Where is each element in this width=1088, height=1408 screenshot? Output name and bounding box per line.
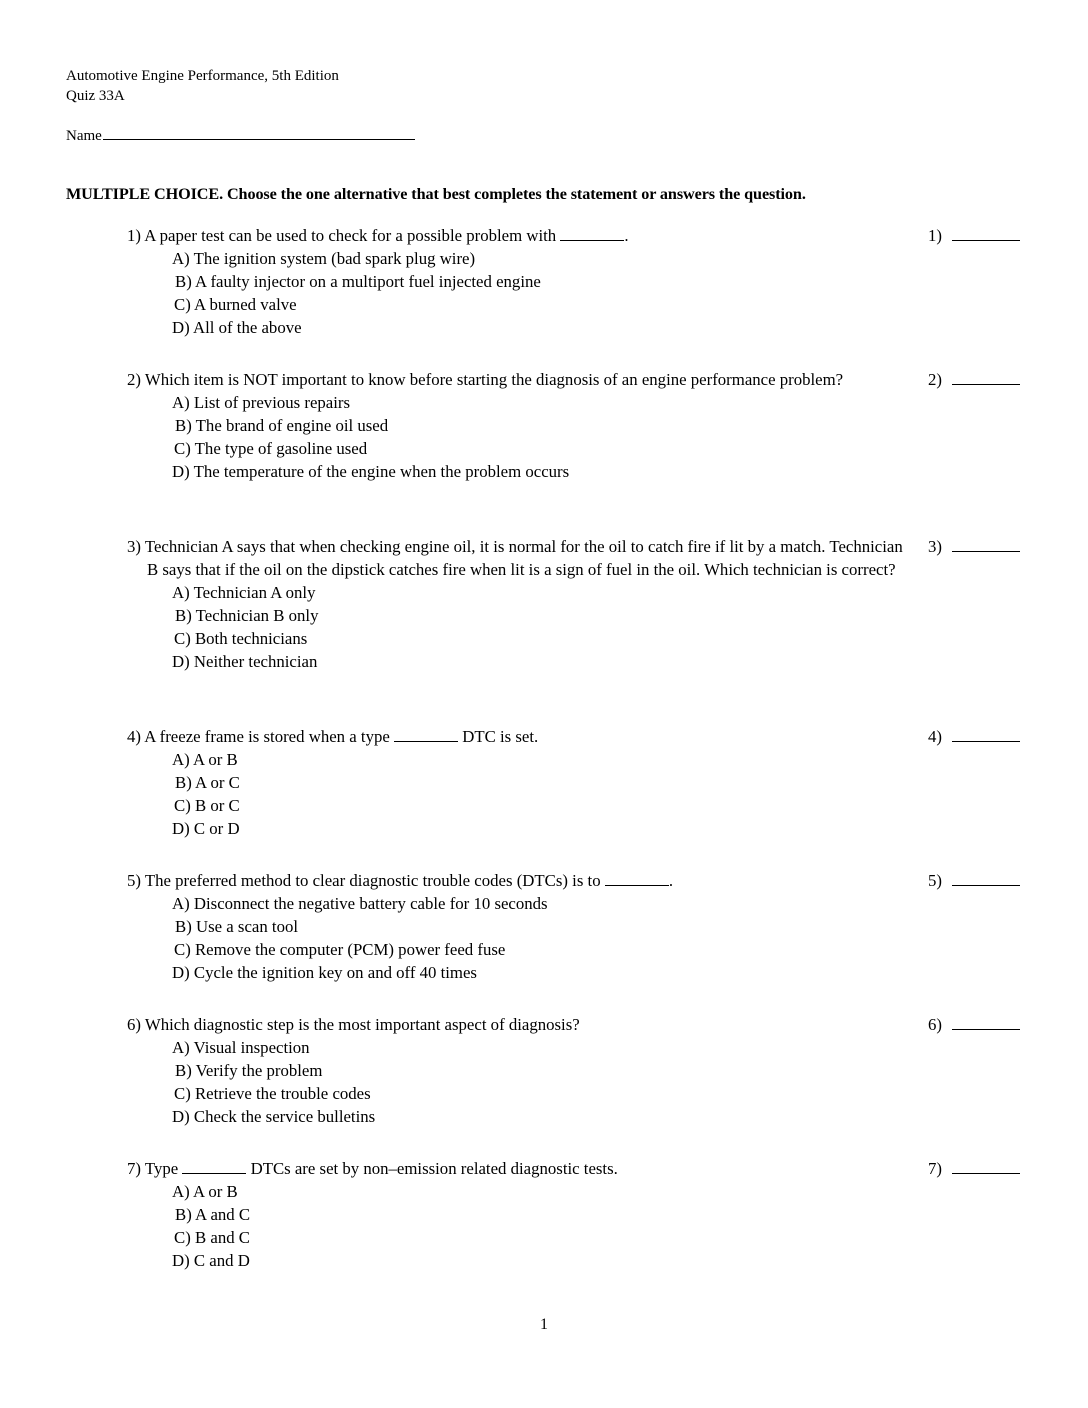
instructions: MULTIPLE CHOICE. Choose the one alternative that best completes the statement or answers the question.	[66, 185, 806, 203]
question-stem	[127, 1013, 917, 1036]
answer-slot-3	[928, 535, 1020, 558]
name-label: Name	[66, 128, 102, 144]
answer-option-a[interactable]: A) A or B	[172, 1182, 238, 1201]
stem-text: 6) Which diagnostic step is the most important aspect of diagnosis?	[127, 1015, 580, 1034]
question-6	[127, 1013, 917, 1128]
question-4	[127, 725, 917, 840]
fill-in-blank	[182, 1158, 246, 1174]
answer-blank-line[interactable]	[952, 226, 1020, 241]
answer-blank-line[interactable]	[952, 537, 1020, 552]
answer-blank-line[interactable]	[952, 727, 1020, 742]
answer-number: 4)	[928, 727, 942, 746]
answer-slot-2	[928, 368, 1020, 391]
answer-option-a[interactable]: A) Visual inspection	[172, 1038, 310, 1057]
answer-slot-1	[928, 224, 1020, 247]
answer-option-c[interactable]: C) Remove the computer (PCM) power feed fuse	[174, 940, 506, 959]
fill-in-blank	[605, 870, 669, 886]
answer-number: 6)	[928, 1015, 942, 1034]
answer-number: 5)	[928, 871, 942, 890]
question-stem	[127, 725, 917, 748]
answer-number: 1)	[928, 226, 942, 245]
fill-in-blank	[560, 225, 624, 241]
page-number: 1	[540, 1316, 548, 1333]
answer-option-d[interactable]: D) The temperature of the engine when the problem occurs	[172, 462, 570, 481]
answer-option-a[interactable]: A) List of previous repairs	[172, 393, 351, 412]
question-stem	[127, 368, 917, 391]
answer-option-a[interactable]: A) The ignition system (bad spark plug wire)	[172, 249, 476, 268]
stem-text: 5) The preferred method to clear diagnostic trouble codes (DTCs) is to	[127, 871, 605, 890]
answer-blank-line[interactable]	[952, 1159, 1020, 1174]
stem-text: 4) A freeze frame is stored when a type	[127, 727, 394, 746]
answer-option-b[interactable]: B) Use a scan tool	[175, 917, 299, 936]
stem-text: 1) A paper test can be used to check for a possible problem with	[127, 226, 561, 245]
answer-blank-line[interactable]	[952, 871, 1020, 886]
answer-option-b[interactable]: B) A faulty injector on a multiport fuel injected engine	[175, 272, 541, 291]
stem-text: 3) Technician A says that when checking engine oil, it is normal for the oil to catch fire if lit by a match. Technician B says that if the oil on the dipstick catches fire when lit is a sign of fuel in the oil. Which technician is correct?	[127, 537, 903, 579]
answer-slot-6	[928, 1013, 1020, 1036]
answer-option-c[interactable]: C) Both technicians	[174, 629, 308, 648]
stem-text-after: DTCs are set by non–emission related diagnostic tests.	[246, 1159, 618, 1178]
question-stem	[127, 869, 917, 892]
answer-slot-4	[928, 725, 1020, 748]
answer-option-d[interactable]: D) C or D	[172, 819, 240, 838]
answer-slot-7	[928, 1157, 1020, 1180]
question-stem	[127, 535, 917, 581]
answer-slot-5	[928, 869, 1020, 892]
answer-option-d[interactable]: D) Cycle the ignition key on and off 40 times	[172, 963, 477, 982]
stem-text-after: .	[624, 226, 629, 245]
answer-option-c[interactable]: C) B or C	[174, 796, 240, 815]
answer-option-b[interactable]: B) Verify the problem	[175, 1061, 323, 1080]
answer-option-b[interactable]: B) The brand of engine oil used	[175, 416, 389, 435]
question-5	[127, 869, 917, 984]
name-field[interactable]	[66, 124, 415, 146]
answer-option-c[interactable]: C) The type of gasoline used	[174, 439, 368, 458]
book-title: Automotive Engine Performance, 5th Edition	[66, 68, 339, 84]
question-stem	[127, 224, 917, 247]
stem-text-after: .	[668, 871, 674, 890]
stem-text-after: DTC is set.	[458, 727, 539, 746]
stem-text: 2) Which item is NOT important to know before starting the diagnosis of an engine performance problem?	[127, 370, 844, 389]
answer-number: 2)	[928, 370, 942, 389]
name-input-line[interactable]	[103, 124, 415, 140]
answer-blank-line[interactable]	[952, 1015, 1020, 1030]
answer-option-b[interactable]: B) Technician B only	[175, 606, 319, 625]
answer-number: 3)	[928, 537, 942, 556]
answer-option-c[interactable]: C) Retrieve the trouble codes	[174, 1084, 371, 1103]
answer-option-a[interactable]: A) Technician A only	[172, 583, 316, 602]
fill-in-blank	[394, 726, 458, 742]
answer-blank-line[interactable]	[952, 370, 1020, 385]
answer-option-c[interactable]: C) A burned valve	[174, 295, 297, 314]
question-stem	[127, 1157, 917, 1180]
question-2	[127, 368, 917, 483]
answer-option-a[interactable]: A) Disconnect the negative battery cable for 10 seconds	[172, 894, 548, 913]
question-7	[127, 1157, 917, 1272]
answer-option-c[interactable]: C) B and C	[174, 1228, 250, 1247]
answer-option-a[interactable]: A) A or B	[172, 750, 238, 769]
quiz-title: Quiz 33A	[66, 88, 125, 104]
answer-option-d[interactable]: D) C and D	[172, 1251, 250, 1270]
answer-option-b[interactable]: B) A and C	[175, 1205, 251, 1224]
stem-text: 7) Type	[127, 1159, 183, 1178]
answer-option-d[interactable]: D) Neither technician	[172, 652, 318, 671]
answer-number: 7)	[928, 1159, 942, 1178]
answer-option-b[interactable]: B) A or C	[175, 773, 240, 792]
answer-option-d[interactable]: D) Check the service bulletins	[172, 1107, 376, 1126]
question-1	[127, 224, 917, 339]
question-3	[127, 535, 917, 673]
answer-option-d[interactable]: D) All of the above	[172, 318, 302, 337]
